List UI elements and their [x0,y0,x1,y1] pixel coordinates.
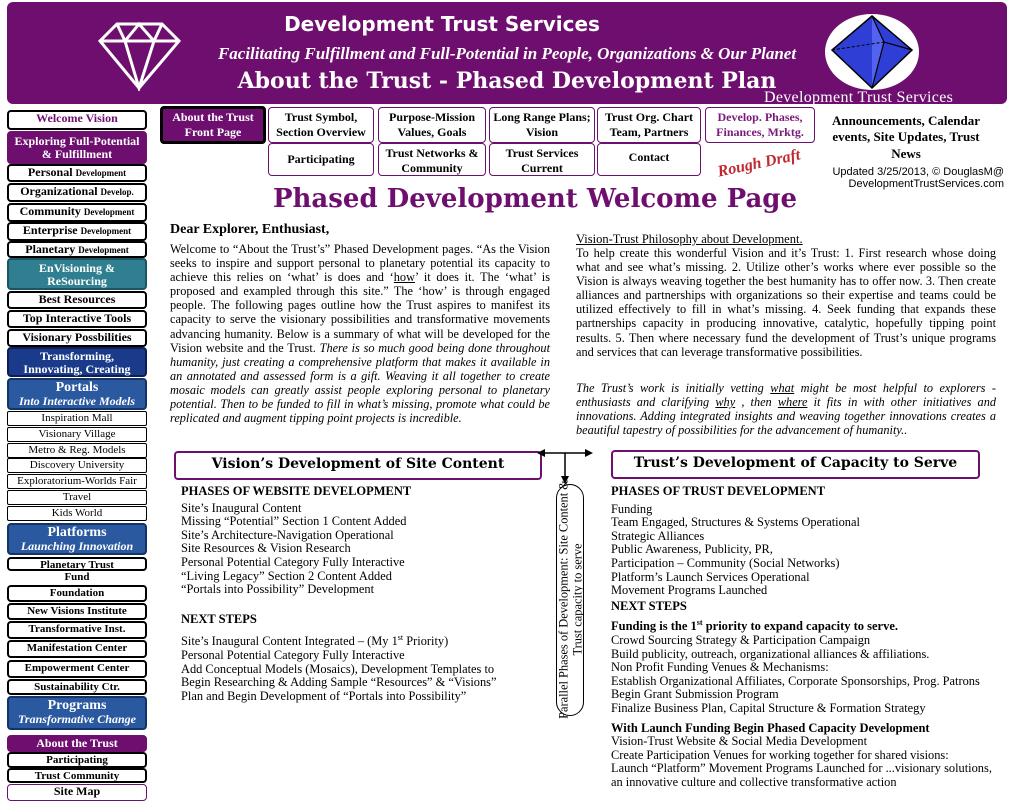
sidebar-welcome-vision[interactable] [7,110,147,130]
trust-development-heading: Trust’s Development of Capacity to Serve [611,450,980,479]
parallel-phases-label: Parallel Phases of Development: Site Content & Trust capacity to serve [556,480,584,719]
intro-paragraph: Welcome to “About the Trust’s” Phased Development pages. “As the Vision seeks to inspire and support personal to planetary potential its capacity to achieve this relies on ‘what’ is does and ‘ [170,242,550,285]
trust-phase-item: Strategic Alliances [611,528,705,543]
sidebar-label: Portals [55,380,99,395]
trust-phase-item: Platform’s Launch Services Operational [611,569,810,584]
sidebar-label: Welcome Vision [36,111,118,125]
nav-label: Trust Services Current [505,146,579,175]
sidebar-label: Empowerment Center [24,662,130,674]
vision-next-step-item: Personal Potential Category Fully Interactive [181,648,405,663]
sidebar-sublabel: Into Interactive Models [19,394,135,409]
sidebar-label: Metro & Reg. Models [28,444,126,456]
sidebar-travel[interactable] [7,490,147,505]
sidebar-label: Foundation [49,587,105,599]
nav-label: Trust Networks & Community [385,146,479,175]
next-step-text: Site’s Inaugural Content Integrated – (My 1 [181,634,398,649]
philosophy-emphasis: where [777,395,808,410]
sidebar-label: Personal [27,165,73,179]
launch-item: an innovative culture and collective transformative action [611,775,897,790]
vision-next-steps-title: NEXT STEPS [181,611,257,626]
nav-label: Trust Org. Chart Team, Partners [604,110,694,139]
sidebar-visionary-village[interactable] [7,427,147,442]
site-title: Development Trust Services [284,12,600,36]
funding-priority [611,616,1021,634]
sidebar-top-tools[interactable] [7,310,147,328]
sidebar-portals[interactable] [7,378,147,410]
sidebar-best-resources[interactable] [7,291,147,309]
nav-trust-services[interactable] [489,143,595,176]
vision-development-heading: Vision’s Development of Site Content [174,451,542,480]
trust-phase-item: Participation – Community (Social Networks) [611,555,840,570]
sidebar-participating[interactable] [7,752,147,768]
nav-org-chart[interactable] [597,107,701,143]
philosophy-body: To help create this wonderful Vision and it’s Trust: 1. First research whose doing what and see what’s missing. 2. Utilize other’s works where ever possible so the Vision is always weaving together the best humanity has to offer now. 3. Then create alliances and partnerships with organizations so their expertise and teams could be utilized effectively to fill in what’s missing. 4. Seek funding that expands these partnerships capacity in producing innovative, catalytic, hopefully tipping point results. 5. Then where necessary fund the development of Trust’s unique programs and services that can leverage transformative possibilities. [576,246,996,359]
brand-text: Development Trust Services [764,89,954,106]
sidebar-sublabel: Develop. [100,187,134,197]
sidebar-sublabel: Development [83,207,135,217]
sidebar-personal[interactable] [7,164,147,182]
nav-contact[interactable] [597,143,701,176]
sidebar-label: About the Trust [36,736,118,750]
nav-participating[interactable] [268,143,374,176]
octahedron-logo-icon [822,12,922,92]
trust-phase-item: Public Awareness, Publicity, PR, [611,542,773,557]
sidebar-manifestation[interactable] [7,640,147,658]
intro-paragraph: ’ it does it. The ‘what’ is proposed and exampled through this site.” The ‘how’ is through engaged people. The following pages outline how the Trust aspires to manifest its capacity to serve the visionary possibilities and transformative movements advancing humanity. Below is a summary of what will be developed for the Vision website and the Trust. [170,270,551,355]
rough-draft-label: Rough Draft [716,146,802,181]
trust-phase-item: Movement Programs Launched [611,583,768,598]
sidebar-label: Planetary [25,242,76,256]
trust-phase-item: Funding [611,501,653,516]
sidebar-discovery[interactable] [7,458,147,473]
sidebar-label: Visionary Village [38,428,116,440]
sidebar-kids-world[interactable] [7,506,147,521]
philosophy-emphasis: what [770,381,795,395]
intro-text [170,242,550,425]
philosophy-emphasis: why [715,395,736,410]
sidebar-label: Discovery University [29,459,125,471]
greeting: Dear Explorer, Enthusiast, [170,222,330,237]
sidebar-new-visions[interactable] [7,603,147,620]
sidebar-empowerment[interactable] [7,660,147,678]
vision-next-step-item: Add Conceptual Models (Mosaics), Development Templates to [181,661,495,676]
sidebar-label: Trust Community [34,770,120,782]
trust-next-step-item: Crowd Sourcing Strategy & Participation Campaign [611,633,871,648]
nav-purpose-mission[interactable] [378,107,486,143]
trust-column [611,485,1021,790]
sidebar-label: New Visions Institute [27,605,127,617]
sidebar-sublabel: Launching Innovation [20,539,134,554]
sidebar-platforms[interactable] [7,523,147,555]
sidebar-sublabel: Transformative Change [18,712,136,727]
website-phase-item: “Living Legacy” Section 2 Content Added [181,568,392,583]
header-banner [7,2,1007,104]
website-phase-item: Site Resources & Vision Research [181,541,351,556]
nav-label: Purpose-Mission Values, Goals [388,110,475,139]
nav-label: Announcements, Calendar events, Site Updates, Trust News [831,113,981,161]
philosophy-text: it fits in with other initiatives and innovations. Adding integrated insights and weaving together innovations creates a beautiful tapestry of possibilities for the advancement of humanity.. [576,395,996,438]
vision-next-step-item [181,631,551,649]
sidebar-visionary-possibilities[interactable] [7,329,147,347]
sidebar-exploring[interactable] [7,131,147,164]
nav-about-front[interactable] [160,106,266,144]
sidebar-label: Site Map [53,784,101,798]
sidebar-envisioning[interactable] [7,258,147,290]
sidebar-organizational[interactable] [7,183,147,202]
sidebar-planetary-trust[interactable] [7,557,147,571]
vision-column [181,485,551,703]
section-subtitle: About the Trust - Phased Development Plan [237,68,777,94]
trust-next-steps-title: NEXT STEPS [611,598,687,613]
sidebar-sublabel: Development [80,226,132,236]
page-title: Phased Development Welcome Page [272,184,798,214]
philosophy-text: , then [735,395,778,410]
trust-next-step-item: Build publicity, outreach, organizational alliances & affiliations. [611,646,930,661]
philosophy-text: might be most helpful to explorers - enthusiasts and clarifying [576,381,996,410]
nav-announcements[interactable] [826,111,986,159]
sidebar-label: Transformative Inst. [28,623,126,635]
sidebar-transforming[interactable] [7,347,147,377]
sidebar-label: Exploring Full-Potential & Fulfillment [14,134,140,162]
sidebar-planetary[interactable] [7,241,147,258]
nav-long-range[interactable] [489,107,595,143]
nav-label: Trust Symbol, Section Overview [276,110,366,139]
philosophy-text: The Trust’s work is initially vetting [576,381,771,395]
sidebar-label: Organizational [20,184,98,198]
sidebar-enterprise[interactable] [7,222,147,241]
sidebar-label: Enterprise [22,223,78,237]
funding-text: Funding is the 1 [611,619,697,634]
vision-next-step-item: Begin Researching & Adding Sample “Resources” & “Visions” [181,675,497,690]
sidebar-trust-community[interactable] [7,768,147,783]
nav-label: About the Trust Front Page [172,110,254,139]
nav-trust-networks[interactable] [378,143,486,176]
nav-label: Long Range Plans; Vision [493,110,591,139]
website-phase-item: Missing “Potential” Section 1 Content Added [181,514,407,529]
sidebar-community[interactable] [7,203,147,222]
sidebar-label: Best Resources [38,292,116,306]
sidebar-metro[interactable] [7,443,147,458]
intro-italic-paragraph: There is so much good being done throughout humanity, just creating a comprehensive platform that makes it available in an annotated and assessed form is a gift. Weaving it all together to create mosaic models can greatly assist people exploring personal to planetary potential. Then to be funded to fill in what’s missing, promote what could be replicated and augment tipping point projects is incredible. [170,340,550,426]
sidebar-sustainability[interactable] [7,679,147,695]
sidebar-label: Manifestation Center [26,642,128,654]
website-phase-item: Personal Potential Category Fully Interactive [181,554,405,569]
site-tagline: Facilitating Fulfillment and Full-Potential in People, Organizations & Our Planet [217,44,797,63]
updated-note: Updated 3/25/2013, © DouglasM@ DevelopmentTrustServices.com [832,166,1004,190]
sidebar-label: Transforming, Innovating, Creating [23,349,131,377]
funding-sup: st [696,618,703,628]
trust-phases-title: PHASES OF TRUST DEVELOPMENT [611,484,826,498]
launch-item: Create Participation Venues for working together for shared visions: [611,747,949,762]
sidebar-transformative-inst[interactable] [7,621,147,639]
nav-label: Develop. Phases, Finances, Mrktg. [716,110,804,139]
sidebar-label: Kids World [51,507,103,519]
trust-next-step-item: Establish Organizational Affiliates, Corporate Sponsorships, Prog. Patrons [611,673,980,688]
sidebar-programs[interactable] [7,696,147,730]
sidebar-label: Visionary Possbilities [22,330,132,344]
launch-funding-title: With Launch Funding Begin Phased Capacity Development [611,720,930,735]
website-phase-item: Site’s Inaugural Content [181,500,302,515]
website-phases-title: PHASES OF WEBSITE DEVELOPMENT [181,484,412,498]
trust-next-step-item: Non Profit Funding Venues & Mechanisms: [611,660,829,675]
vision-next-step-item: Plan and Begin Development of “Portals into Possibility” [181,688,467,703]
nav-develop-phases[interactable] [705,107,815,143]
philosophy-title: Vision-Trust Philosophy about Development. [576,232,803,246]
website-phase-item: “Portals into Possibility” Development [181,582,375,597]
sidebar-label: EnVisioning & ReSourcing [39,261,115,289]
intro-emphasis: how [393,270,415,285]
sidebar-exploratorium[interactable] [7,474,147,489]
next-step-text: Priority) [403,634,449,649]
nav-trust-symbol[interactable] [268,107,374,143]
sidebar-sublabel: Development [75,168,127,178]
sidebar-fund[interactable] [7,571,147,585]
philosophy-italic [576,381,996,437]
trust-phase-item: Team Engaged, Structures & Systems Operational [611,515,860,530]
launch-item: Vision-Trust Website & Social Media Development [611,734,868,749]
website-phase-item: Site’s Architecture-Navigation Operational [181,527,394,542]
sidebar-label: Platforms [47,525,107,540]
sidebar-site-map[interactable] [7,784,147,801]
trust-next-step-item: Begin Grant Submission Program [611,687,779,702]
sidebar-label: Exploratorium-Worlds Fair [17,475,137,487]
sidebar-label: Sustainability Ctr. [34,681,120,693]
sidebar-label: Programs [47,698,107,713]
nav-label: Contact [628,150,670,164]
nav-label: Participating [287,152,355,166]
next-step-sup: st [397,633,404,643]
sidebar-sublabel: Development [78,245,129,255]
sidebar-label: Planetary Trust [40,559,114,571]
sidebar-label: Community [19,204,81,218]
funding-text: priority to expand capacity to serve. [702,619,899,634]
sidebar-label: Fund [64,571,90,583]
sidebar-inspiration-mall[interactable] [7,411,147,426]
sidebar-about-trust[interactable] [7,735,147,752]
sidebar-label: Inspiration Mall [41,412,113,424]
sidebar-label: Travel [62,491,92,503]
sidebar-label: Top Interactive Tools [22,311,132,325]
launch-item: Launch “Platform” Movement Programs Launched for ...visionary solutions, [611,761,992,776]
sidebar-foundation[interactable] [7,585,147,602]
trust-next-step-item: Finalize Business Plan, Capital Structure & Formation Strategy [611,701,926,716]
sidebar-label: Participating [46,754,108,766]
